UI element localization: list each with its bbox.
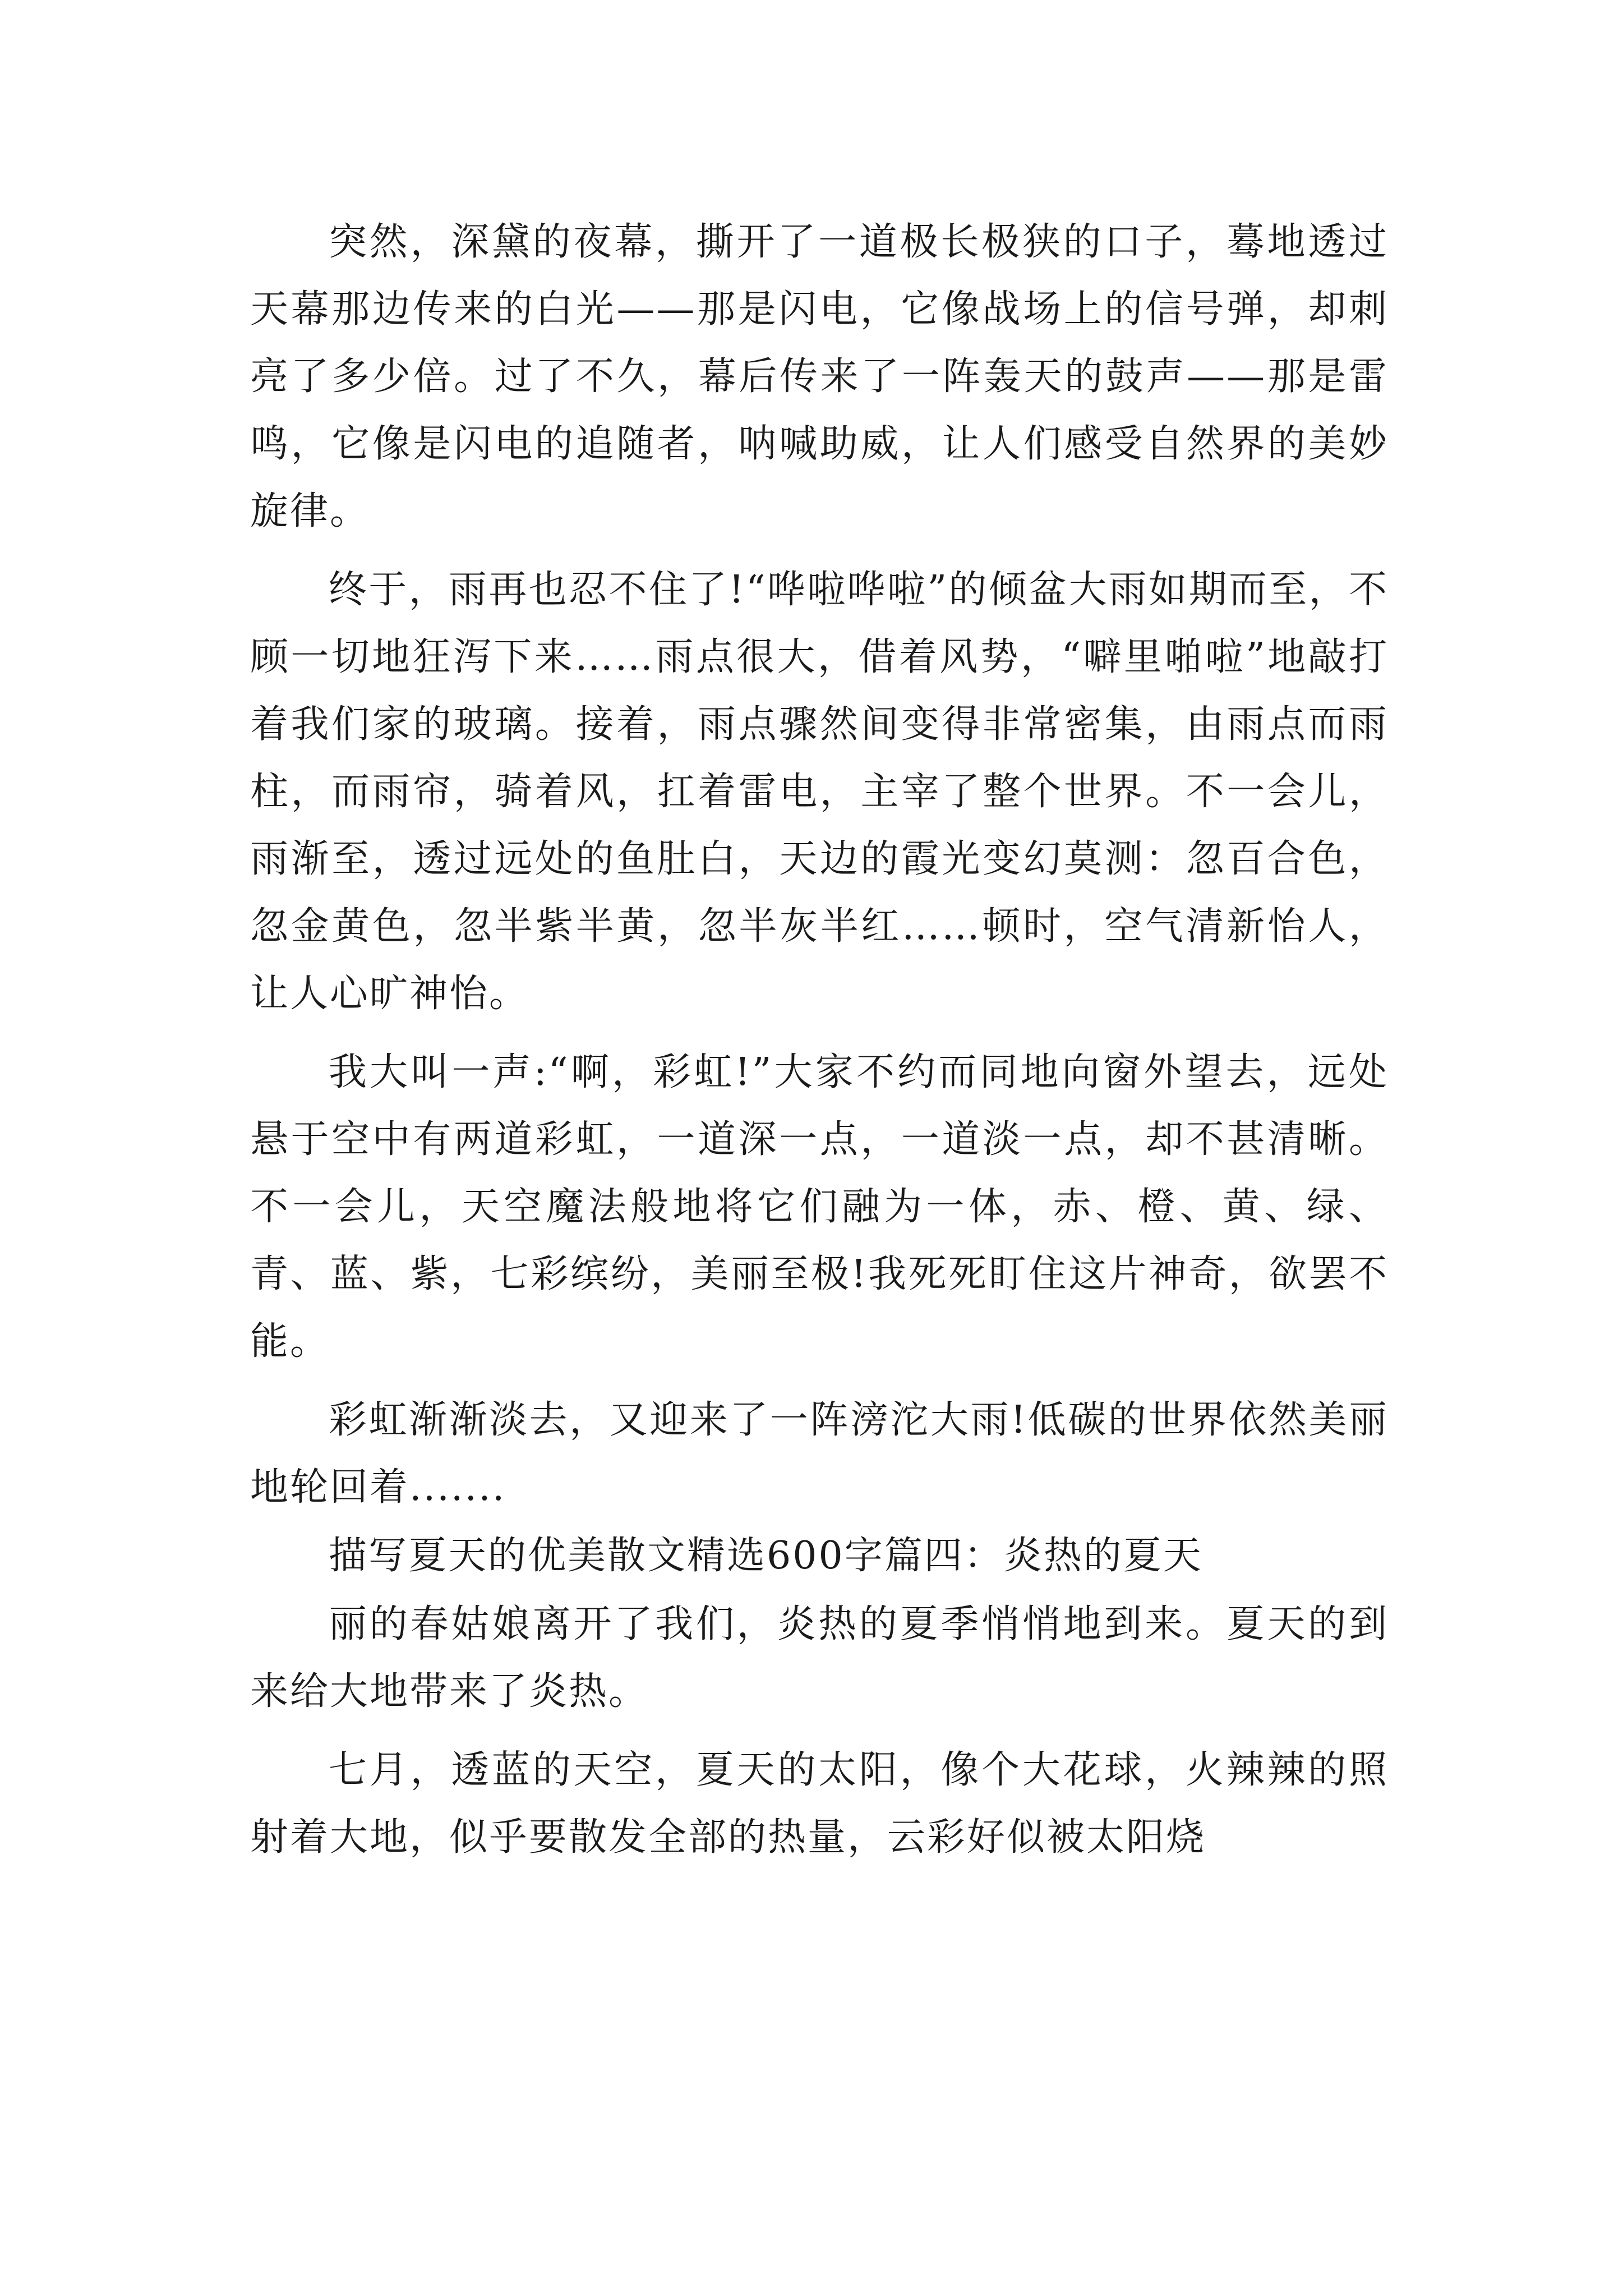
paragraph-rainbow-fades: 彩虹渐渐淡去，又迎来了一阵滂沱大雨!低碳的世界依然美丽地轮回着....... xyxy=(250,1398,1389,1510)
paragraph-rainstorm: 终于，雨再也忍不住了!“哗啦哗啦”的倾盆大雨如期而至，不顾一切地狂泻下来……雨点很大，借着风势，“噼里啪啦”地敲打着我们家的玻璃。接着，雨点骤然间变得非常密集，由雨点而雨柱，而雨帘，骑着风，扛着雷电，主宰了整个世界。不一会儿，雨渐至，透过远处的鱼肚白，天边的霞光变幻莫测：忽百合色，忽金黄色，忽半紫半黄，忽半灰半红……顿时，空气清新怡人，让人心旷神怡。 xyxy=(250,568,1389,1016)
paragraph-rainbow: 我大叫一声:“啊，彩虹!”大家不约而同地向窗外望去，远处悬于空中有两道彩虹，一道深一点，一道淡一点，却不甚清晰。不一会儿，天空魔法般地将它们融为一体，赤、橙、黄、绿、青、蓝、紫，七彩缤纷，美丽至极!我死死盯住这片神奇，欲罢不能。 xyxy=(250,1050,1389,1364)
section-heading: 描写夏天的优美散文精选600字篇四：炎热的夏天 xyxy=(329,1534,1203,1578)
article-body xyxy=(250,209,1389,1883)
paragraph-lightning-thunder: 突然，深黛的夜幕，撕开了一道极长极狭的口子，蓦地透过天幕那边传来的白光——那是闪电，它像战场上的信号弹，却刺亮了多少倍。过了不久，幕后传来了一阵轰天的鼓声——那是雷鸣，它像是闪电的追随者，呐喊助威，让人们感受自然界的美妙旋律。 xyxy=(250,220,1389,533)
paragraph-summer-arrives: 丽的春姑娘离开了我们，炎热的夏季悄悄地到来。夏天的到来给大地带来了炎热。 xyxy=(250,1602,1389,1714)
paragraph-july-sun: 七月，透蓝的天空，夏天的太阳，像个大花球，火辣辣的照射着大地，似乎要散发全部的热量，云彩好似被太阳烧 xyxy=(250,1748,1389,1860)
